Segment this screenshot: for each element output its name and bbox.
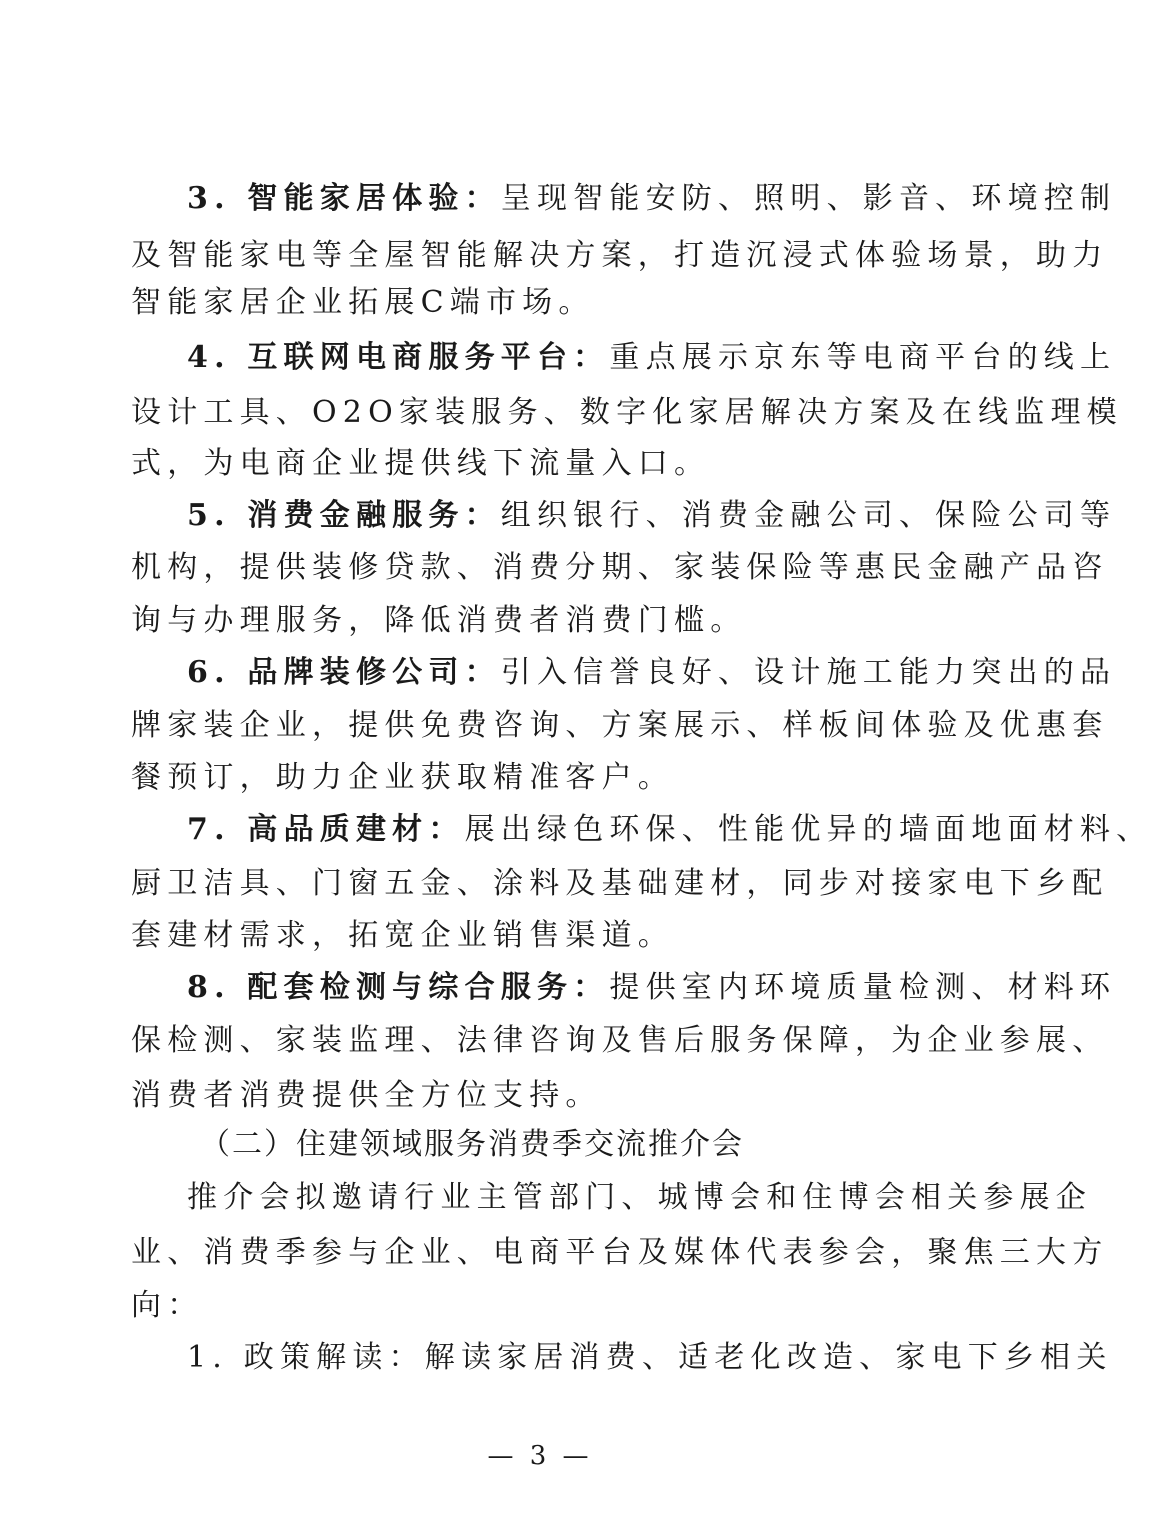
item-8-line-1 (187, 960, 1117, 1016)
item-4-line-3: 式，为电商企业提供线下流量入口。 (131, 446, 711, 481)
item-5-text: 组织银行、消费金融公司、保险公司等 (500, 498, 1117, 533)
item-7-text: 展出绿色环保、性能优异的墙面地面材料、 (464, 812, 1152, 847)
item-6-line-1 (187, 645, 1117, 701)
item-4-line-2: 设计工具、O2O家装服务、数字化家居解决方案及在线监理模 (131, 395, 1123, 430)
item-8-text: 提供室内环境质量检测、材料环 (609, 970, 1117, 1005)
item-8-line-3: 消费者消费提供全方位支持。 (131, 1078, 602, 1113)
item-3-line-1 (187, 171, 1117, 227)
item-3-line-2: 及智能家电等全屋智能解决方案，打造沉浸式体验场景，助力 (131, 238, 1109, 273)
item-8-line-2: 保检测、家装监理、法律咨询及售后服务保障，为企业参展、 (131, 1023, 1109, 1058)
item-7-line-1 (187, 802, 1152, 858)
item-3-line-3: 智能家居企业拓展C端市场。 (131, 285, 595, 320)
item-4-line-1 (187, 330, 1117, 386)
item-4-text: 重点展示京东等电商平台的线上 (609, 340, 1117, 375)
item-6-heading: 6. 品牌装修公司： (187, 655, 501, 690)
item-3-heading: 3. 智能家居体验： (187, 181, 501, 216)
subitem-1-line-1: 1. 政策解读：解读家居消费、适老化改造、家电下乡相关 (187, 1340, 1113, 1375)
item-7-heading: 7. 高品质建材： (187, 812, 465, 847)
item-4-heading: 4. 互联网电商服务平台： (187, 340, 610, 375)
item-5-line-2: 机构，提供装修贷款、消费分期、家装保险等惠民金融产品咨 (131, 550, 1109, 585)
item-6-text: 引入信誉良好、设计施工能力突出的品 (500, 655, 1117, 690)
item-5-line-3: 询与办理服务，降低消费者消费门槛。 (131, 603, 747, 638)
item-5-heading: 5. 消费金融服务： (187, 498, 501, 533)
paragraph-line-1: 推介会拟邀请行业主管部门、城博会和住博会相关参展企 (187, 1180, 1092, 1215)
section-2-heading: （二）住建领域服务消费季交流推介会 (200, 1127, 744, 1162)
item-8-heading: 8. 配套检测与综合服务： (187, 970, 610, 1005)
page-number: — 3 — (487, 1441, 593, 1471)
item-3-text: 呈现智能安防、照明、影音、环境控制 (500, 181, 1117, 216)
item-6-line-2: 牌家装企业，提供免费咨询、方案展示、样板间体验及优惠套 (131, 708, 1109, 743)
item-7-line-3: 套建材需求，拓宽企业销售渠道。 (131, 918, 674, 953)
paragraph-line-3: 向： (131, 1288, 204, 1323)
item-6-line-3: 餐预订，助力企业获取精准客户。 (131, 760, 674, 795)
paragraph-line-2: 业、消费季参与企业、电商平台及媒体代表参会，聚焦三大方 (131, 1235, 1109, 1270)
item-7-line-2: 厨卫洁具、门窗五金、涂料及基础建材，同步对接家电下乡配 (131, 866, 1109, 901)
item-5-line-1 (187, 488, 1117, 544)
